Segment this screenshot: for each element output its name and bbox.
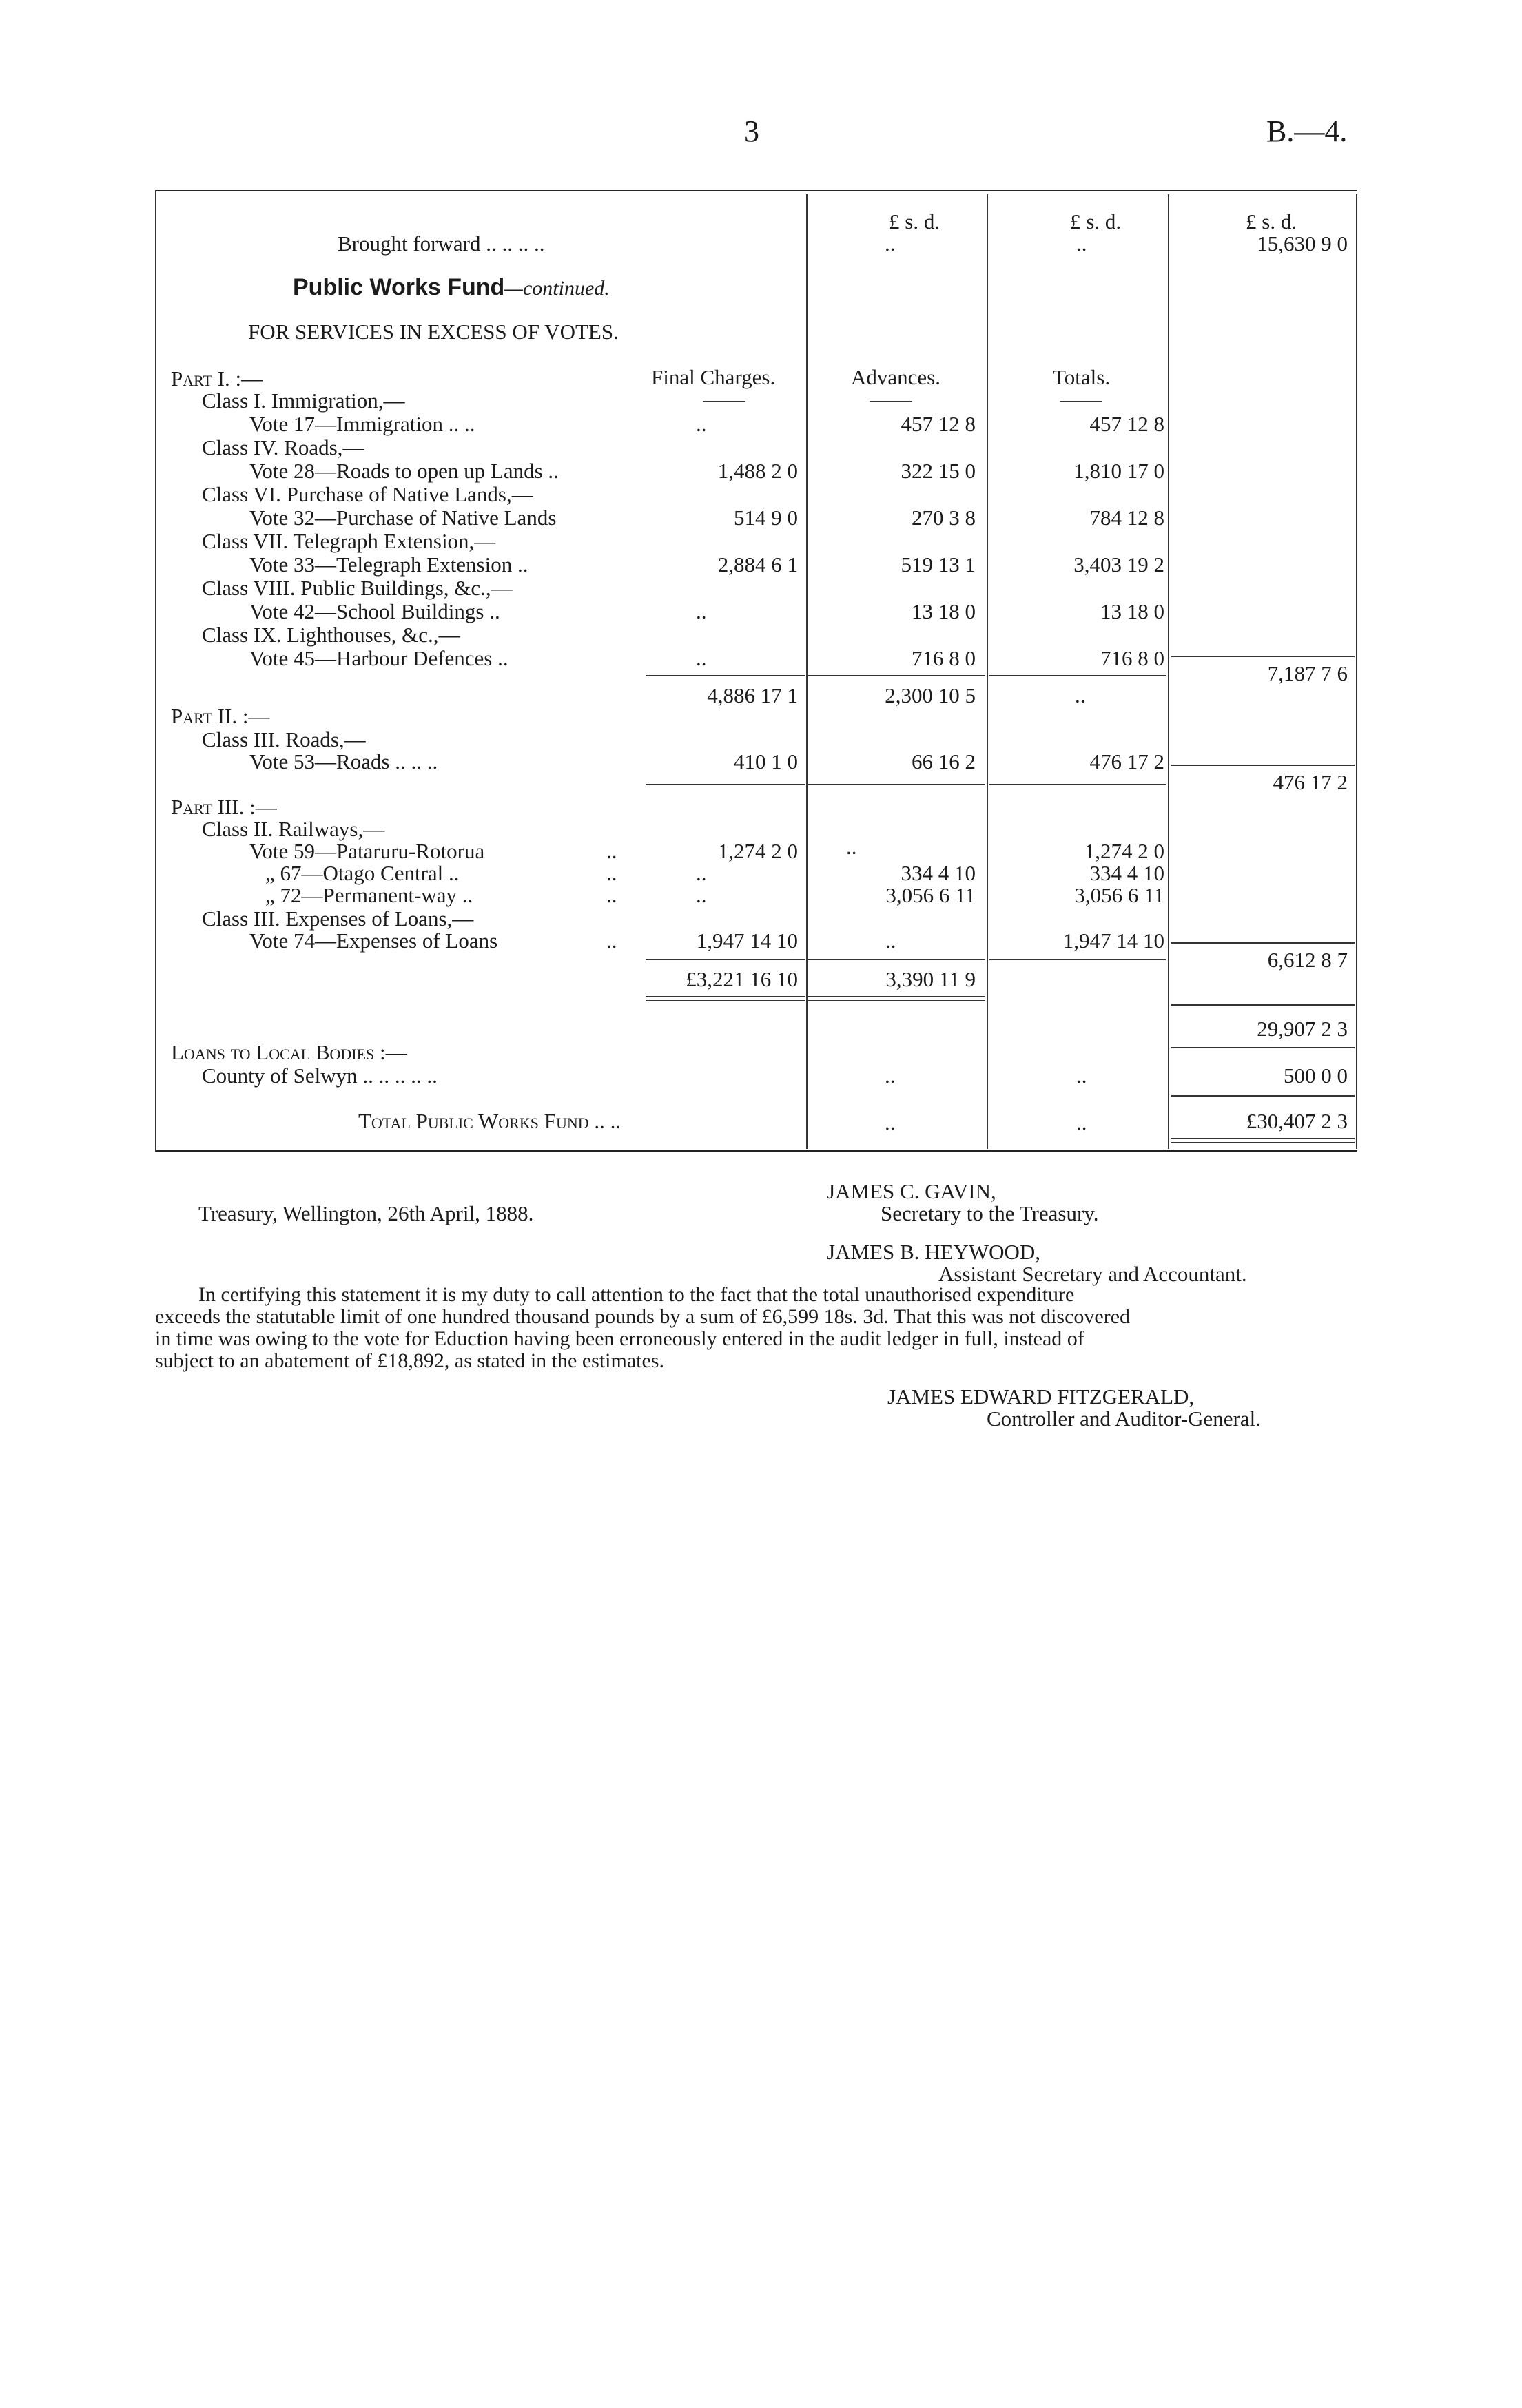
class-heading: Class I. Immigration,— [202, 388, 405, 413]
vote-label: „ 72—Permanent-way .. [265, 883, 473, 907]
leader-dots: .. [606, 839, 617, 863]
advances-value: 457 12 8 [901, 412, 976, 436]
advances-value: 716 8 0 [912, 646, 976, 670]
class-heading: Class VI. Purchase of Native Lands,— [202, 482, 533, 506]
class-heading: Class VII. Telegraph Extension,— [202, 529, 496, 553]
vote-label: Vote 33—Telegraph Extension .. [249, 552, 528, 577]
advances-value: 519 13 1 [901, 552, 976, 577]
vote-label: Vote 59—Pataruru-Rotorua [249, 839, 485, 863]
totals-value: 716 8 0 [1100, 646, 1164, 670]
vote-label: Vote 17—Immigration .. .. [249, 412, 475, 436]
document-reference: B.—4. [1266, 114, 1348, 148]
totals-value: 476 17 2 [1089, 749, 1164, 774]
brought-forward-label: Brought forward .. .. .. .. [338, 231, 545, 256]
auditor-name: JAMES EDWARD FITZGERALD, [887, 1384, 1195, 1409]
advances-value: 66 16 2 [912, 749, 976, 774]
advances-value: 322 15 0 [901, 459, 976, 483]
final-charges-value: .. [696, 412, 707, 436]
brought-forward-amount: 15,630 9 0 [1257, 231, 1348, 256]
totals-value: 3,056 6 11 [1074, 883, 1164, 907]
signatory-gavin-name: JAMES C. GAVIN, [827, 1179, 996, 1203]
currency-head-advances: £ s. d. [889, 209, 940, 233]
vote-label: Vote 45—Harbour Defences .. [249, 646, 508, 670]
final-charges-value: .. [696, 861, 707, 885]
final-charges-value: 1,274 2 0 [717, 839, 798, 863]
part-1-subtotal-advances: 2,300 10 5 [885, 683, 976, 707]
column-head-final-charges: Final Charges. [651, 365, 776, 389]
leader-dots: .. [606, 883, 617, 907]
signatory-heywood-title: Assistant Secretary and Accountant. [938, 1262, 1247, 1286]
totals-value: 784 12 8 [1089, 506, 1164, 530]
auditor-title: Controller and Auditor-General. [987, 1407, 1261, 1431]
page-number: 3 [744, 114, 759, 148]
class-heading: Class II. Railways,— [202, 817, 385, 841]
totals-value: 457 12 8 [1089, 412, 1164, 436]
totals-value: 1,274 2 0 [1084, 839, 1164, 863]
signatory-heywood-name: JAMES B. HEYWOOD, [827, 1240, 1040, 1264]
grand-total-amount: £30,407 2 3 [1246, 1109, 1348, 1133]
final-charges-value: .. [696, 883, 707, 907]
brought-forward-totals: .. [1076, 231, 1087, 256]
grand-total-totals: .. [1076, 1110, 1087, 1134]
part-1-subtotal-final: 4,886 17 1 [707, 683, 798, 707]
part-3-total-advances: 3,390 11 9 [885, 967, 976, 991]
final-charges-value: 2,884 6 1 [717, 552, 798, 577]
fund-title-suffix: —continued. [504, 277, 610, 300]
final-charges-value: 1,947 14 10 [696, 928, 798, 953]
treasury-place-date: Treasury, Wellington, 26th April, 1888. [198, 1201, 534, 1225]
section-heading: FOR SERVICES IN EXCESS OF VOTES. [248, 320, 619, 344]
totals-value: 3,403 19 2 [1073, 552, 1164, 577]
certification-line: In certifying this statement it is my duty to call attention to the fact that the total unauthorised expenditure [198, 1283, 1075, 1306]
leader-dots: .. [606, 861, 617, 885]
part-3-total-final: £3,221 16 10 [686, 967, 798, 991]
class-heading: Class IX. Lighthouses, &c.,— [202, 623, 460, 647]
totals-value: 13 18 0 [1100, 599, 1164, 623]
loans-advances: .. [885, 1063, 896, 1088]
fund-title-main: Public Works Fund [293, 274, 505, 300]
advances-value: .. [846, 835, 857, 859]
final-charges-value: 1,488 2 0 [717, 459, 798, 483]
part-3-total: 6,612 8 7 [1267, 948, 1348, 972]
signatory-gavin-title: Secretary to the Treasury. [881, 1201, 1099, 1225]
grand-total-advances: .. [885, 1110, 896, 1134]
part-2-total: 476 17 2 [1273, 770, 1348, 794]
currency-head-totals: £ s. d. [1070, 209, 1122, 233]
totals-value: 1,810 17 0 [1073, 459, 1164, 483]
class-heading: Class IV. Roads,— [202, 435, 364, 459]
total-public-works-fund-label: Total Public Works Fund .. .. [358, 1109, 621, 1133]
fund-title [293, 274, 610, 301]
part-1-total: 7,187 7 6 [1267, 661, 1348, 685]
part-3-label: Part III. :— [171, 795, 277, 819]
class-heading: Class III. Expenses of Loans,— [202, 906, 474, 931]
vote-label: Vote 42—School Buildings .. [249, 599, 500, 623]
currency-head-grand: £ s. d. [1246, 209, 1297, 233]
part-1-subtotal-totals: .. [1075, 683, 1086, 707]
column-head-advances: Advances. [851, 365, 940, 389]
totals-value: 334 4 10 [1089, 861, 1164, 885]
final-charges-value: 410 1 0 [734, 749, 798, 774]
county-of-selwyn: County of Selwyn .. .. .. .. .. [202, 1063, 438, 1088]
totals-value: 1,947 14 10 [1062, 928, 1164, 953]
part-2-label: Part II. :— [171, 704, 270, 728]
vote-label: Vote 74—Expenses of Loans [249, 928, 498, 953]
loans-label: Loans to Local Bodies :— [171, 1040, 407, 1064]
certification-line: exceeds the statutable limit of one hundred thousand pounds by a sum of £6,599 18s. 3d. That this was not discovered [155, 1305, 1131, 1328]
advances-value: .. [885, 928, 896, 953]
certification-line: in time was owing to the vote for Eduction having been erroneously entered in the audit ledger in full, instead of [155, 1327, 1084, 1350]
class-heading: Class VIII. Public Buildings, &c.,— [202, 576, 513, 600]
subtotal-amount: 29,907 2 3 [1257, 1017, 1348, 1041]
part-1-label: Part I. :— [171, 366, 263, 391]
certification-line: subject to an abatement of £18,892, as stated in the estimates. [155, 1349, 664, 1372]
advances-value: 13 18 0 [912, 599, 976, 623]
vote-label: Vote 53—Roads .. .. .. [249, 749, 438, 774]
loans-totals: .. [1076, 1063, 1087, 1088]
vote-label: Vote 32—Purchase of Native Lands [249, 506, 557, 530]
loans-amount: 500 0 0 [1284, 1063, 1348, 1088]
advances-value: 334 4 10 [901, 861, 976, 885]
vote-label: „ 67—Otago Central .. [265, 861, 460, 885]
advances-value: 270 3 8 [912, 506, 976, 530]
column-head-totals: Totals. [1053, 365, 1111, 389]
class-heading: Class III. Roads,— [202, 727, 366, 751]
final-charges-value: 514 9 0 [734, 506, 798, 530]
final-charges-value: .. [696, 599, 707, 623]
advances-value: 3,056 6 11 [885, 883, 976, 907]
vote-label: Vote 28—Roads to open up Lands .. [249, 459, 559, 483]
brought-forward-advances: .. [885, 231, 896, 256]
final-charges-value: .. [696, 646, 707, 670]
leader-dots: .. [606, 928, 617, 953]
